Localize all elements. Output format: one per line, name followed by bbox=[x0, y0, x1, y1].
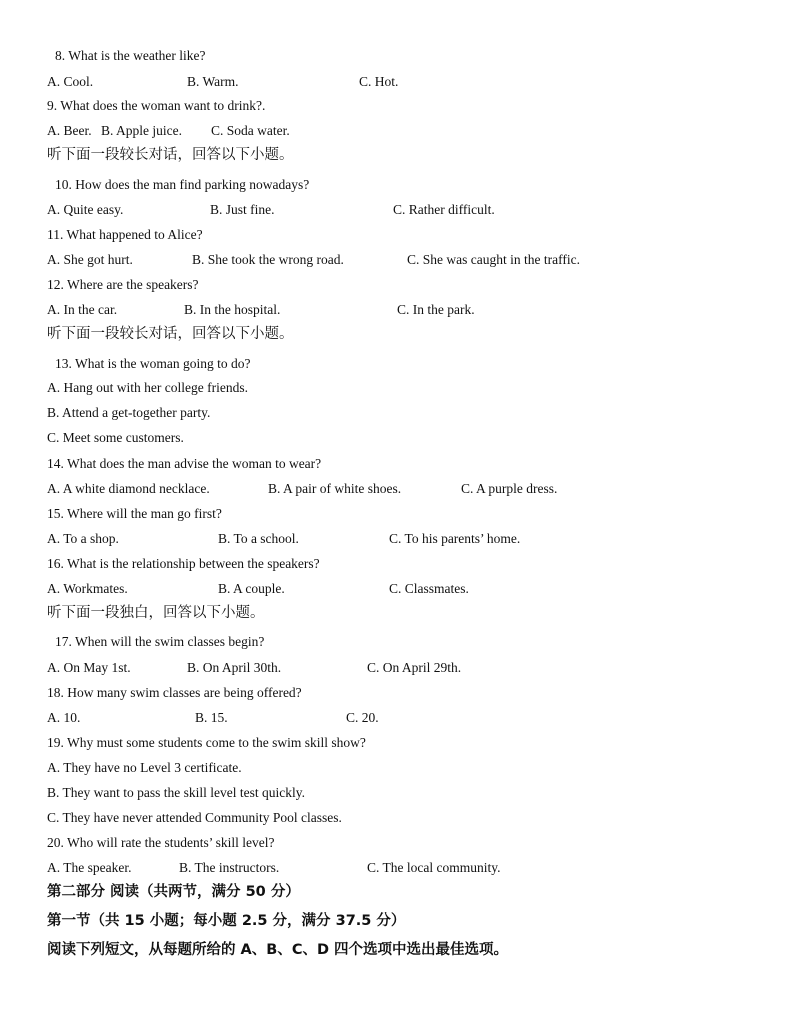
question-11-option-c: C. She was caught in the traffic. bbox=[407, 252, 580, 267]
question-9-option-a: A. Beer. bbox=[47, 123, 92, 138]
question-16-option-a: A. Workmates. bbox=[47, 581, 128, 596]
question-8-option-a: A. Cool. bbox=[47, 74, 94, 89]
question-14-stem: 14. What does the man advise the woman to wear? bbox=[47, 456, 322, 471]
question-13-stem: 13. What is the woman going to do? bbox=[55, 356, 251, 371]
question-19-option-a: A. They have no Level 3 certificate. bbox=[47, 760, 242, 775]
question-19-option-b: B. They want to pass the skill level test quickly. bbox=[47, 785, 305, 800]
question-17-option-a: A. On May 1st. bbox=[47, 660, 131, 675]
question-10-option-c: C. Rather difficult. bbox=[393, 202, 495, 217]
reading-instruction: 阅读下列短文，从每题所给的 A、B、C、D 四个选项中选出最佳选项。 bbox=[47, 942, 509, 958]
question-12-stem: 12. Where are the speakers? bbox=[47, 277, 199, 292]
question-9-option-b: B. Apple juice. bbox=[101, 123, 182, 138]
question-18-option-c: C. 20. bbox=[346, 710, 379, 725]
part-2-title: 第二部分 阅读（共两节，满分 50 分） bbox=[47, 884, 300, 900]
question-10-option-a: A. Quite easy. bbox=[47, 202, 124, 217]
question-20-option-c: C. The local community. bbox=[367, 860, 501, 875]
question-16-option-c: C. Classmates. bbox=[389, 581, 469, 596]
question-14-option-a: A. A white diamond necklace. bbox=[47, 481, 210, 496]
question-15-option-c: C. To his parents’ home. bbox=[389, 531, 521, 546]
question-17-option-c: C. On April 29th. bbox=[367, 660, 462, 675]
listening-instruction-2: 听下面一段较长对话，回答以下小题。 bbox=[47, 326, 294, 342]
question-20-option-a: A. The speaker. bbox=[47, 860, 132, 875]
question-14-option-b: B. A pair of white shoes. bbox=[268, 481, 402, 496]
listening-instruction-3: 听下面一段独白，回答以下小题。 bbox=[47, 605, 265, 621]
question-19-stem: 19. Why must some students come to the swim skill show? bbox=[47, 735, 366, 750]
question-18-option-a: A. 10. bbox=[47, 710, 81, 725]
question-12-option-c: C. In the park. bbox=[397, 302, 475, 317]
question-17-stem: 17. When will the swim classes begin? bbox=[55, 634, 265, 649]
section-1-title: 第一节（共 15 小题；每小题 2.5 分，满分 37.5 分） bbox=[47, 913, 406, 929]
question-13-option-b: B. Attend a get-together party. bbox=[47, 405, 211, 420]
question-9-stem: 9. What does the woman want to drink?. bbox=[47, 98, 266, 113]
question-15-option-a: A. To a shop. bbox=[47, 531, 119, 546]
question-18-stem: 18. How many swim classes are being offered? bbox=[47, 685, 302, 700]
question-13-option-c: C. Meet some customers. bbox=[47, 430, 184, 445]
question-13-option-a: A. Hang out with her college friends. bbox=[47, 380, 248, 395]
question-19-option-c: C. They have never attended Community Pool classes. bbox=[47, 810, 342, 825]
question-11-option-a: A. She got hurt. bbox=[47, 252, 133, 267]
question-18-option-b: B. 15. bbox=[195, 710, 228, 725]
question-20-stem: 20. Who will rate the students’ skill level? bbox=[47, 835, 275, 850]
question-9-option-c: C. Soda water. bbox=[211, 123, 290, 138]
question-14-option-c: C. A purple dress. bbox=[461, 481, 558, 496]
listening-instruction-1: 听下面一段较长对话，回答以下小题。 bbox=[47, 147, 294, 163]
question-12-option-b: B. In the hospital. bbox=[184, 302, 281, 317]
question-8-option-c: C. Hot. bbox=[359, 74, 399, 89]
question-11-stem: 11. What happened to Alice? bbox=[47, 227, 203, 242]
question-16-stem: 16. What is the relationship between the speakers? bbox=[47, 556, 320, 571]
question-20-option-b: B. The instructors. bbox=[179, 860, 280, 875]
question-15-option-b: B. To a school. bbox=[218, 531, 299, 546]
question-10-stem: 10. How does the man find parking nowadays? bbox=[55, 177, 310, 192]
question-12-option-a: A. In the car. bbox=[47, 302, 118, 317]
question-16-option-b: B. A couple. bbox=[218, 581, 285, 596]
question-17-option-b: B. On April 30th. bbox=[187, 660, 282, 675]
question-10-option-b: B. Just fine. bbox=[210, 202, 275, 217]
question-8-option-b: B. Warm. bbox=[187, 74, 239, 89]
question-11-option-b: B. She took the wrong road. bbox=[192, 252, 344, 267]
question-8-stem: 8. What is the weather like? bbox=[55, 48, 206, 63]
question-15-stem: 15. Where will the man go first? bbox=[47, 506, 222, 521]
